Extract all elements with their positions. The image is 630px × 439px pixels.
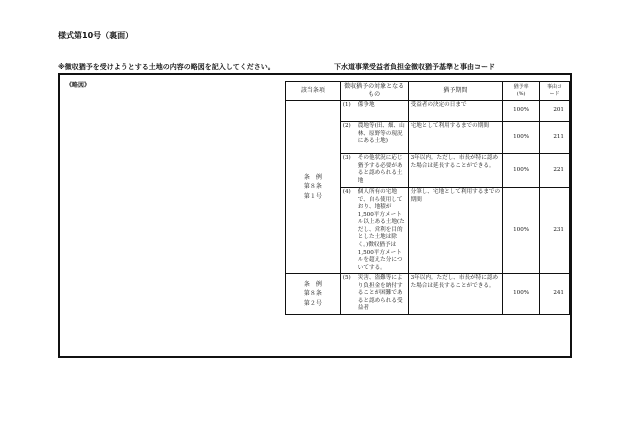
item-number: (4) <box>342 189 351 196</box>
clause-1-line3: 第１号 <box>303 192 322 200</box>
target-cell <box>340 154 408 188</box>
clause-1-line1: 条 例 <box>303 173 322 181</box>
target-cell <box>340 101 408 122</box>
header-code <box>540 82 570 101</box>
period-cell: 宅地として利用するまでの期間 <box>408 122 503 154</box>
period-cell: 分筆し、宅地として利用するまでの期間 <box>408 188 503 274</box>
target-text: その他状況に応じ猶予する必要があると認められる土地 <box>357 155 403 184</box>
code-cell: 241 <box>540 274 570 315</box>
target-cell <box>340 274 408 315</box>
period-cell: 受益者の決定の日まで <box>408 101 503 122</box>
code-cell: 221 <box>540 154 570 188</box>
period-cell: 3年以内。ただし、市長が特に認めた場合は延長することができる。 <box>408 274 503 315</box>
rate-cell: 100% <box>503 101 540 122</box>
item-number: (3) <box>342 155 351 162</box>
sketch-label: 《略図》 <box>66 82 91 89</box>
item-number: (1) <box>342 102 351 109</box>
rate-cell: 100% <box>503 122 540 154</box>
header-period: 猶予期間 <box>408 82 503 101</box>
table-row <box>286 101 570 122</box>
target-text: 農地等(田、畑、山林、原野等の現況にある土地) <box>357 123 405 145</box>
item-number: (2) <box>342 123 351 130</box>
header-row <box>286 82 570 101</box>
clause-2-line2: 第８条 <box>303 290 322 298</box>
code-cell: 231 <box>540 188 570 274</box>
header-code-line1: 事由コ <box>547 84 563 91</box>
target-cell <box>340 188 408 274</box>
header-rate-line1: 猶予率 <box>513 84 529 91</box>
target-text: 係争地 <box>357 102 375 109</box>
target-text: 災害、盗難等により負担金を納付することが困難であると認められる受益者 <box>357 275 403 312</box>
clause-2-line1: 条 例 <box>303 280 322 288</box>
sketch-frame <box>58 73 572 358</box>
code-cell: 211 <box>540 122 570 154</box>
header-rate-line2: (%) <box>516 91 526 98</box>
table-row <box>286 274 570 315</box>
code-cell: 201 <box>540 101 570 122</box>
clause-cell-1 <box>286 101 341 274</box>
rate-cell: 100% <box>503 274 540 315</box>
deferral-criteria-table <box>285 81 570 315</box>
header-clause: 該当条項 <box>286 82 341 101</box>
item-number: (5) <box>342 275 351 282</box>
rate-cell: 100% <box>503 188 540 274</box>
clause-cell-2 <box>286 274 341 315</box>
sketch-instruction: ※徴収猶予を受けようとする土地の内容の略図を記入してください。 <box>58 63 275 71</box>
rate-cell: 100% <box>503 154 540 188</box>
clause-1-line2: 第８条 <box>303 183 322 191</box>
header-target: 徴収猶予の対象となるもの <box>340 82 408 101</box>
target-cell <box>340 122 408 154</box>
table-title: 下水道事業受益者負担金徴収猶予基準と事由コード <box>334 63 495 71</box>
clause-2-line3: 第２号 <box>303 299 322 307</box>
header-rate <box>503 82 540 101</box>
header-code-line2: ード <box>549 91 560 98</box>
target-text: 個人所有の宅地で、自ら使用しており、地積が1,500平方メートル以上ある土地(ただし、営利を目的とした土地は除く。)徴収猶予は1,500平方メートルを超えた分についてする。 <box>357 189 405 271</box>
form-number: 様式第10号（裏面） <box>58 31 134 40</box>
period-cell: 3年以内。ただし、市長が特に認めた場合は延長することができる。 <box>408 154 503 188</box>
